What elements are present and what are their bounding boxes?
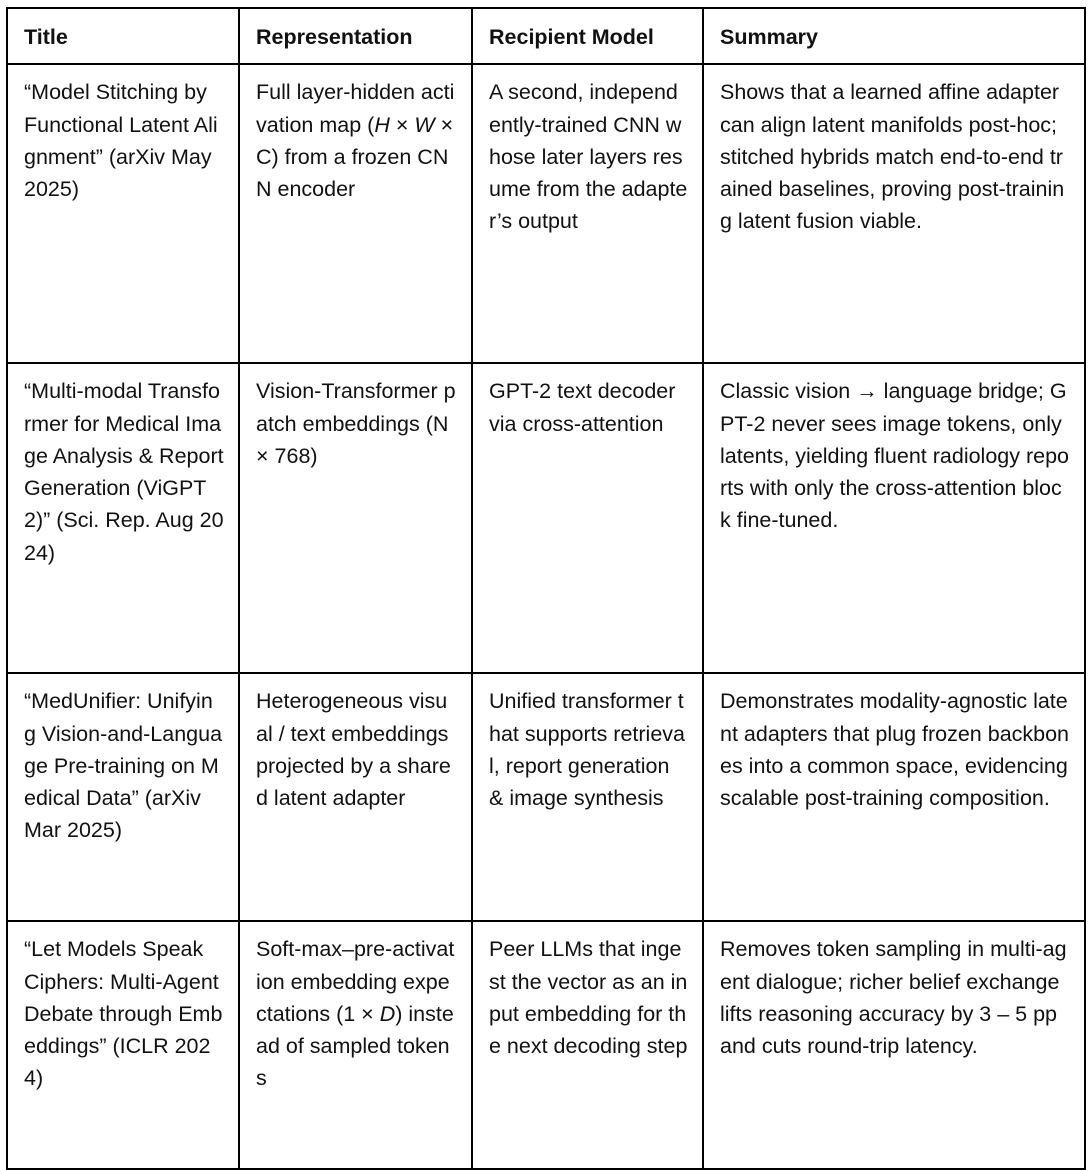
cell-summary: Demonstrates modality-agnostic latent adapters that plug frozen backbones into a common space, evidencing scalable post-training composition. bbox=[703, 673, 1085, 921]
italic-symbol-w: W bbox=[414, 112, 435, 137]
cell-representation bbox=[239, 64, 472, 363]
header-title: Title bbox=[7, 8, 239, 64]
cell-recipient-model: Peer LLMs that ingest the vector as an input embedding for the next decoding step bbox=[472, 921, 703, 1169]
table-row bbox=[7, 64, 1085, 363]
cell-representation: Heterogeneous visual / text embeddings projected by a shared latent adapter bbox=[239, 673, 472, 921]
representation-text: ) instead of sampled tokens bbox=[256, 1001, 454, 1091]
cell-summary: Removes token sampling in multi-agent dialogue; richer belief exchange lifts reasoning accuracy by 3 – 5 pp and cuts round-trip latency. bbox=[703, 921, 1085, 1169]
header-representation: Representation bbox=[239, 8, 472, 64]
table-row bbox=[7, 921, 1085, 1169]
cell-summary: Classic vision → language bridge; GPT-2 never sees image tokens, only latents, yielding fluent radiology reports with only the cross-attention block fine-tuned. bbox=[703, 363, 1085, 673]
italic-symbol-h: H bbox=[374, 112, 390, 137]
papers-table bbox=[6, 7, 1086, 1170]
cell-title: “Multi-modal Transformer for Medical Image Analysis & Report Generation (ViGPT2)” (Sci. Rep. Aug 2024) bbox=[7, 363, 239, 673]
table-header-row bbox=[7, 8, 1085, 64]
cell-recipient-model: Unified transformer that supports retrieval, report generation & image synthesis bbox=[472, 673, 703, 921]
representation-text: Soft-max–pre-activation embedding expectations (1 × bbox=[256, 937, 455, 1026]
cell-recipient-model: GPT-2 text decoder via cross-attention bbox=[472, 363, 703, 673]
header-recipient-model: Recipient Model bbox=[472, 8, 703, 64]
cell-summary: Shows that a learned affine adapter can align latent manifolds post-hoc; stitched hybrids match end-to-end trained baselines, proving post-training latent fusion viable. bbox=[703, 64, 1085, 363]
representation-text: Full layer-hidden activation map ( bbox=[256, 80, 455, 137]
cell-representation: Vision-Transformer patch embeddings (N × 768) bbox=[239, 363, 472, 673]
representation-text: × bbox=[389, 112, 415, 137]
italic-symbol-d: D bbox=[379, 1001, 396, 1026]
table-row bbox=[7, 363, 1085, 673]
cell-recipient-model: A second, independently-trained CNN whose later layers resume from the adapter’s output bbox=[472, 64, 703, 363]
cell-title: “Model Stitching by Functional Latent Alignment” (arXiv May 2025) bbox=[7, 64, 239, 363]
cell-title: “Let Models Speak Ciphers: Multi-Agent Debate through Embeddings” (ICLR 2024) bbox=[7, 921, 239, 1169]
table-row bbox=[7, 673, 1085, 921]
cell-representation bbox=[239, 921, 472, 1169]
header-summary: Summary bbox=[703, 8, 1085, 64]
representation-text: × C) from a frozen CNN encoder bbox=[256, 112, 454, 202]
cell-title: “MedUnifier: Unifying Vision-and-Language Pre-training on Medical Data” (arXiv Mar 2025) bbox=[7, 673, 239, 921]
